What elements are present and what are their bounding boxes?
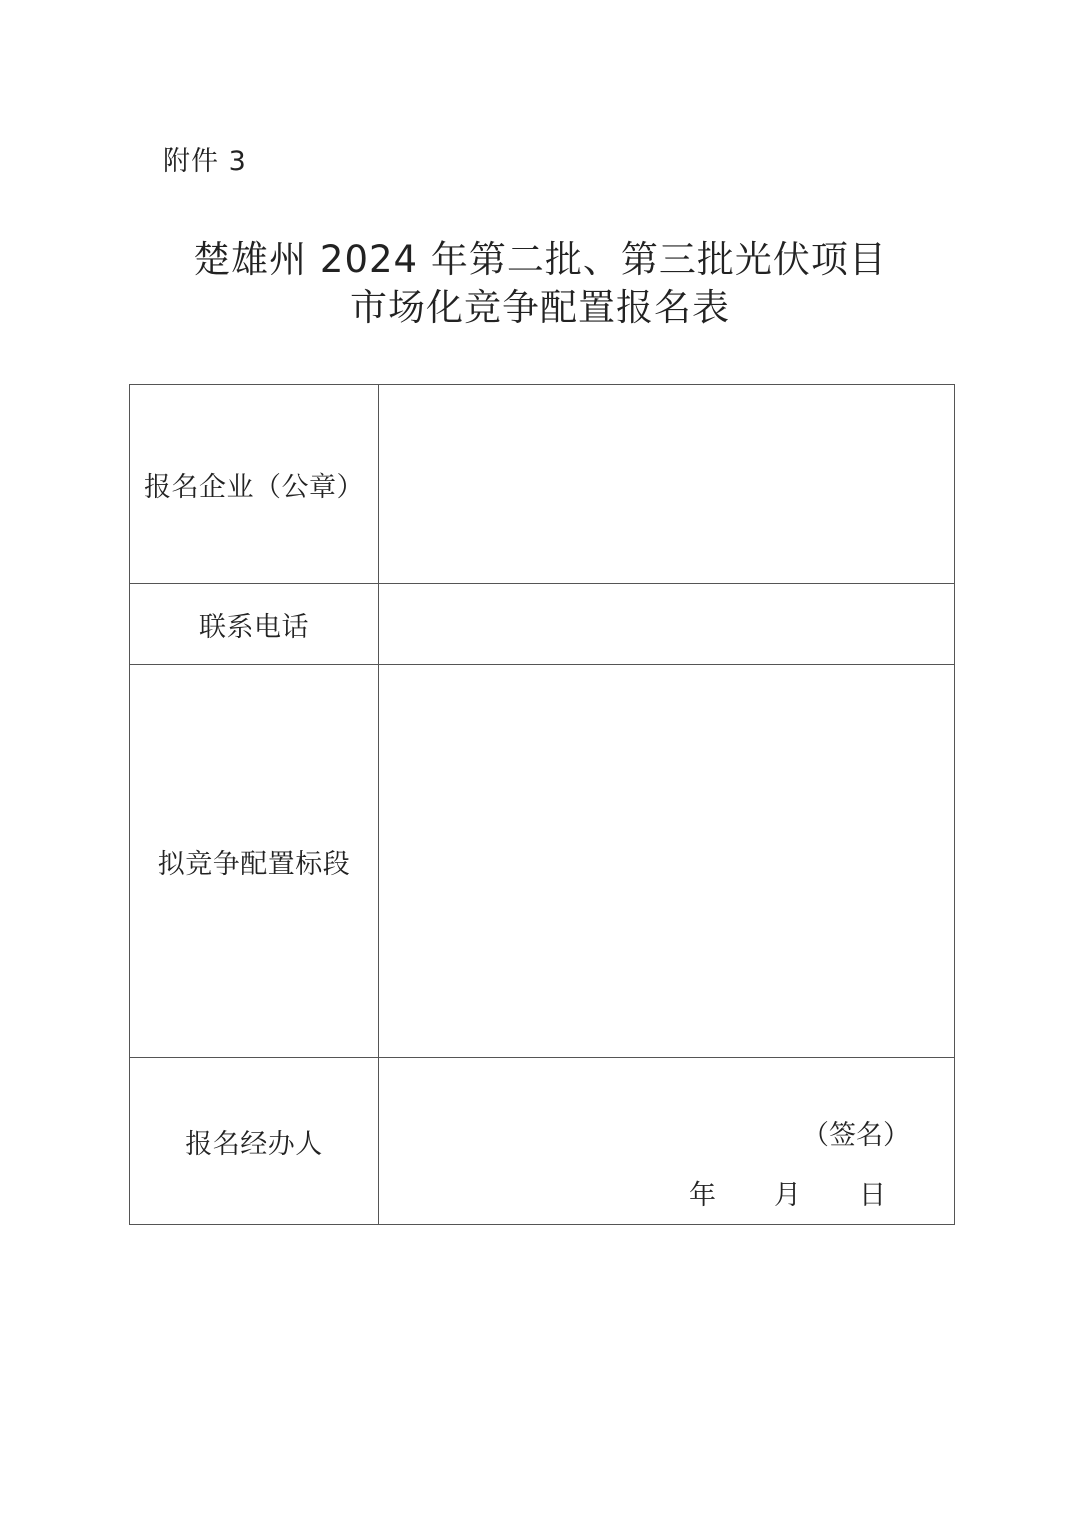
bid-section-field[interactable] (379, 665, 955, 1058)
date-year: 年 (689, 1180, 716, 1211)
document-title (0, 236, 1080, 332)
title-line-1: 楚雄州 2024 年第二批、第三批光伏项目 (193, 238, 887, 281)
company-seal-label: 报名企业（公章） (130, 385, 379, 584)
attachment-label: 附件 3 (163, 146, 247, 177)
bid-section-label: 拟竞争配置标段 (130, 665, 379, 1058)
phone-label: 联系电话 (130, 584, 379, 665)
company-seal-field[interactable] (379, 385, 955, 584)
table-row (130, 1058, 955, 1225)
table-row (130, 665, 955, 1058)
signature-area (379, 1058, 954, 1224)
registration-form-table (129, 384, 955, 1225)
date-month: 月 (774, 1180, 801, 1211)
handler-label: 报名经办人 (130, 1058, 379, 1225)
date-day: 日 (859, 1180, 886, 1211)
phone-field[interactable] (379, 584, 955, 665)
table-row (130, 584, 955, 665)
handler-signature-field[interactable] (379, 1058, 955, 1225)
table-row (130, 385, 955, 584)
date-line (689, 1178, 886, 1214)
signature-label: （签名） (802, 1120, 910, 1151)
title-line-2: 市场化竞争配置报名表 (350, 286, 730, 329)
